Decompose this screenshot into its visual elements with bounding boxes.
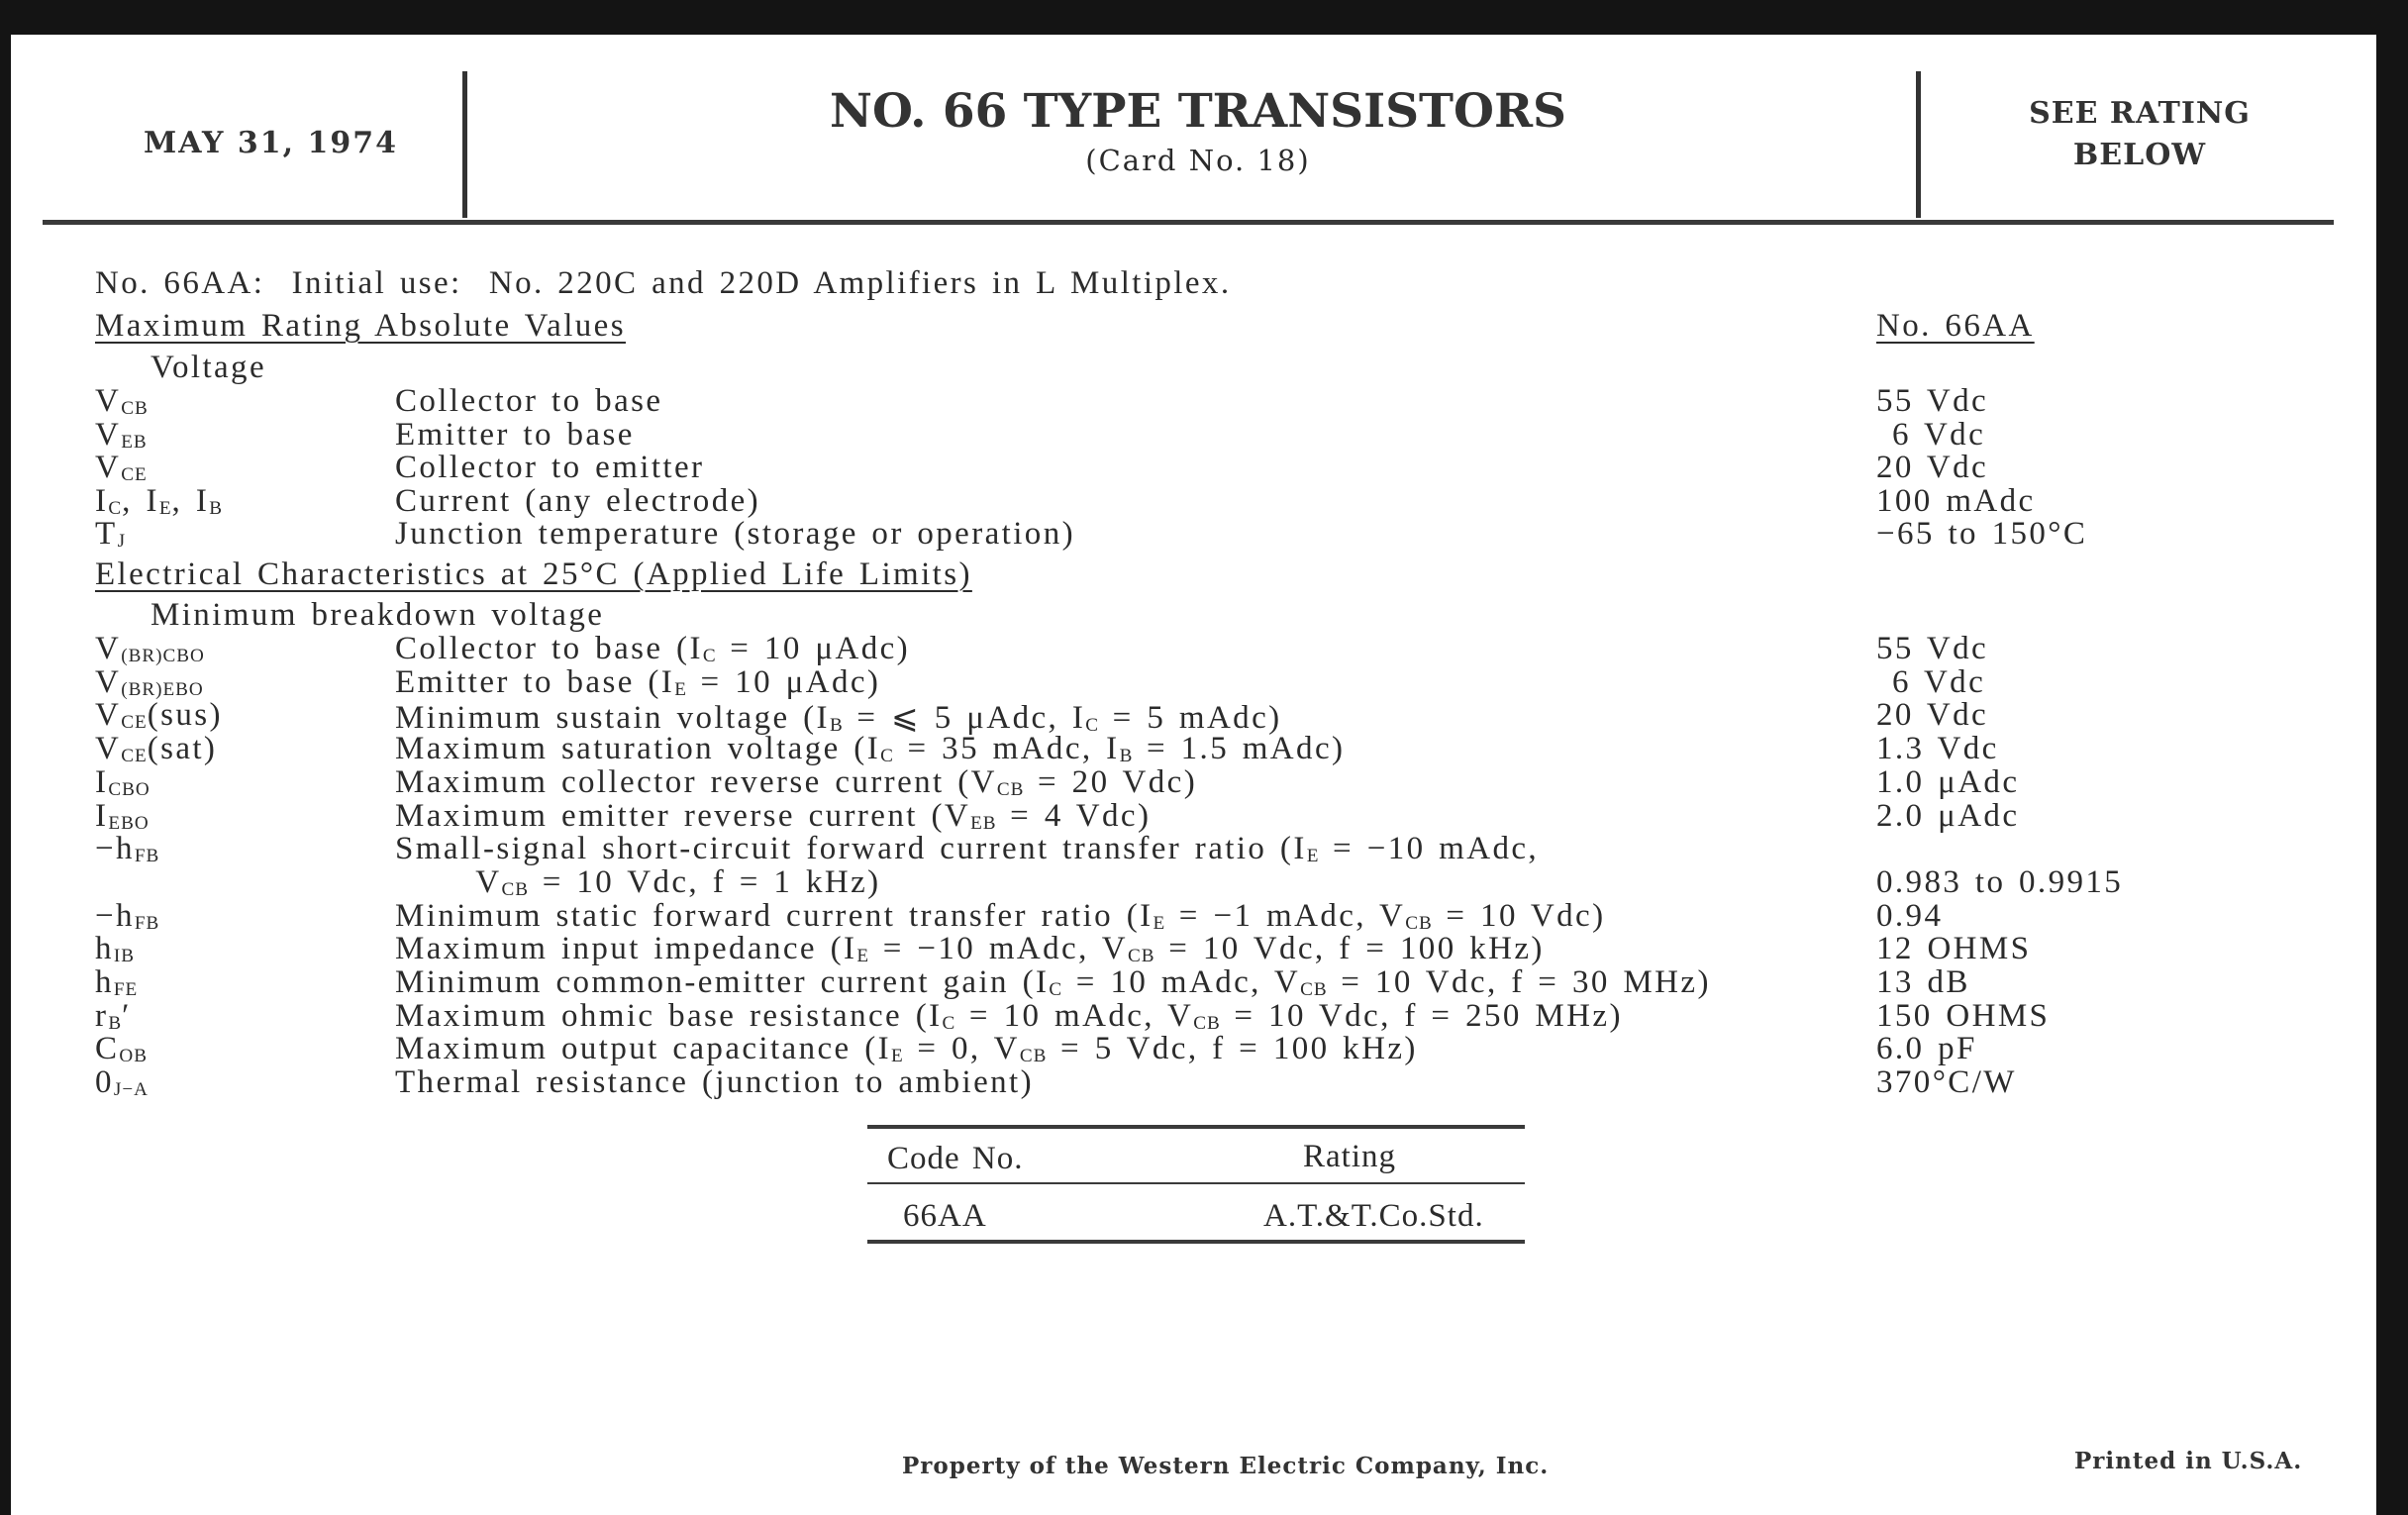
parameter-value: 20 Vdc [1876,450,1989,485]
initial-use-line: No. 66AA: Initial use: No. 220C and 220D Amplifiers in L Multiplex. [95,265,1232,301]
specification-card [11,35,2376,1515]
parameter-description: Maximum input impedance ($I_E = -10$ mAdc, $V_{CB} = 10$ Vdc, f = 100 kHz) [395,931,1545,967]
spec-row [11,664,2376,698]
parameter-description: Small-signal short-circuit forward current transfer ratio ($I_E = -10$ mAdc, [395,831,1540,867]
spec-row [11,417,2376,451]
subscript: CB [996,778,1025,800]
header-rule [43,220,2334,225]
spec-row [11,450,2376,483]
parameter-value: 6 Vdc [1892,663,1986,700]
spec-row [11,864,2376,898]
parameter-description: Current (any electrode) [395,482,761,519]
parameter-symbol: $I_{CBO}$ [95,763,150,800]
spec-row [11,764,2376,798]
subscript: B [108,1012,123,1034]
parameter-value: 1.3 Vdc [1876,731,1999,767]
subscript: CE [121,745,148,766]
spec-row [11,798,2376,832]
electrical-heading: Electrical Characteristics at 25°C (Applied Life Limits) [95,556,972,592]
parameter-symbol: $V_{CE}(sat)$ [95,731,218,767]
parameter-description: Minimum sustain voltage ($I_B$ = ⩽ 5 μAdc, $I_C = 5$ mAdc) [395,700,1282,737]
subscript: (BR)CBO [121,645,205,666]
parameter-description: Minimum static forward current transfer ratio ($I_E = -1$ mAdc, $V_{CB} = 10$ Vdc) [395,897,1606,934]
subscript: CE [121,712,148,734]
subscript: CB [121,397,149,419]
code-table [867,1125,1525,1279]
parameter-symbol: $V_{(BR)CBO}$ [95,631,205,666]
spec-row [11,831,2376,867]
parameter-symbol: $V_{CB}$ [95,383,149,419]
table-bottom-rule [867,1240,1525,1244]
spec-row [11,631,2376,664]
parameter-description: Maximum emitter reverse current ($V_{EB} = 4$ Vdc) [395,797,1152,834]
subscript: EBO [108,812,150,834]
card-date: MAY 31, 1974 [144,126,398,160]
parameter-value: 20 Vdc [1876,697,1989,734]
subscript: IB [113,946,136,967]
subscript: CB [1019,1046,1048,1067]
parameter-symbol: $V_{CE}$ [95,450,148,485]
subscript: E [158,497,172,519]
parameter-value: 100 mAdc [1876,482,2036,519]
header-divider-right [1916,71,1921,218]
table-cell-code: 66AA [903,1198,987,1234]
subscript: C [880,745,894,766]
parameter-symbol: $h_{IB}$ [95,931,136,967]
table-top-rule [867,1125,1525,1129]
parameter-symbol: $V_{CE}(sus)$ [95,697,223,734]
parameter-value: 150 OHMS [1876,997,2051,1034]
subscript: J [117,530,127,552]
parameter-description: Minimum common-emitter current gain ($I_C = 10$ mAdc, $V_{CB} = 10$ Vdc, f = 30 MHz) [395,964,1711,1000]
parameter-description: Emitter to base [395,416,635,453]
subscript: B [829,715,844,737]
subscript: EB [970,812,997,834]
parameter-description: Collector to emitter [395,450,705,485]
subscript: B [1119,745,1134,766]
card-title: NO. 66 TYPE TRANSISTORS [830,84,1566,139]
table-header-rating: Rating [1303,1139,1396,1174]
spec-row [11,483,2376,517]
parameter-symbol: $-h_{FB}$ [95,897,160,934]
parameter-symbol: $h_{FE}$ [95,964,139,1000]
parameter-description: Maximum output capacitance ($I_E = 0$, $V_{CB} = 5$ Vdc, f = 100 kHz) [395,1031,1418,1067]
parameter-symbol: $r_B'$ [95,997,132,1034]
parameter-value: 13 dB [1876,964,1970,1000]
spec-row [11,931,2376,967]
table-header-rule [867,1182,1525,1184]
card-subtitle: (Card No. 18) [1085,144,1311,177]
subscript: CB [1193,1012,1221,1034]
printed-notice: Printed in U.S.A. [2074,1448,2303,1474]
spec-row [11,731,2376,767]
subscript: E [856,946,870,967]
subscript: CB [1128,946,1155,967]
parameter-symbol: $0_{J-A}$ [95,1064,149,1101]
subscript: C [942,1012,956,1034]
parameter-symbol: $T_J$ [95,516,127,552]
parameter-symbol: $C_{OB}$ [95,1031,148,1067]
subscript: OB [119,1046,148,1067]
value-column-heading: No. 66AA [1876,308,2035,344]
subscript: E [1306,846,1320,867]
subscript: C [702,645,717,666]
subscript: CB [1405,912,1433,934]
subscript: C [108,497,123,519]
subscript: FE [113,978,139,1000]
parameter-value: 55 Vdc [1876,383,1989,419]
parameter-description: Maximum collector reverse current ($V_{CB} = 20$ Vdc) [395,763,1198,800]
voltage-subheading: Voltage [150,350,267,385]
parameter-value: 0.94 [1876,897,1944,934]
spec-row [11,697,2376,737]
parameter-symbol: $-h_{FB}$ [95,831,160,867]
subscript: FB [134,846,160,867]
subscript: E [1153,912,1166,934]
parameter-value: −65 to 150°C [1876,516,2088,552]
rating-note-line2: BELOW [2072,138,2207,172]
parameter-symbol: $V_{EB}$ [95,416,148,453]
subscript: CB [1300,978,1328,1000]
parameter-description: Collector to base [395,383,663,419]
spec-row [11,998,2376,1032]
subscript: B [209,497,224,519]
subscript: CE [121,463,148,485]
parameter-description: Junction temperature (storage or operation) [395,516,1075,552]
parameter-description: Emitter to base ($I_E = 10$ μAdc) [395,663,881,700]
parameter-description: Maximum saturation voltage ($I_C = 35$ mAdc, $I_B = 1.5$ mAdc) [395,731,1346,767]
parameter-description: Maximum ohmic base resistance ($I_C = 10$ mAdc, $V_{CB} = 10$ Vdc, f = 250 MHz) [395,997,1623,1034]
parameter-value: 370°C/W [1876,1064,2017,1101]
subscript: CBO [108,778,150,800]
rating-note-line1: SEE RATING [2029,96,2251,131]
parameter-value: 6.0 pF [1876,1031,1977,1067]
spec-row [11,964,2376,998]
parameter-value: 2.0 μAdc [1876,797,2020,834]
parameter-value: 55 Vdc [1876,631,1989,666]
subscript: C [1049,978,1063,1000]
subscript: CB [501,878,530,900]
property-notice: Property of the Western Electric Company, Inc. [902,1453,1550,1479]
subscript: E [891,1046,904,1067]
table-cell-rating: A.T.&T.Co.Std. [1263,1198,1484,1234]
subscript: FB [134,912,160,934]
subscript: EB [121,431,148,453]
subscript: J−A [113,1078,149,1100]
subscript: C [1085,715,1100,737]
parameter-description: Collector to base ($I_C = 10$ μAdc) [395,631,911,666]
spec-row [11,1064,2376,1101]
subscript: (BR)EBO [121,678,204,700]
parameter-value: 6 Vdc [1892,416,1986,453]
table-header-code: Code No. [887,1141,1024,1176]
parameter-value: 12 OHMS [1876,931,2032,967]
breakdown-subheading: Minimum breakdown voltage [150,597,605,633]
parameter-description: $V_{CB} = 10$ Vdc, f = 1 kHz) [395,863,881,900]
parameter-value: 1.0 μAdc [1876,763,2020,800]
subscript: E [674,678,687,700]
max-rating-heading: Maximum Rating Absolute Values [95,308,626,344]
spec-row [11,383,2376,417]
spec-row [11,898,2376,932]
parameter-description: Thermal resistance (junction to ambient) [395,1064,1034,1101]
parameter-symbol: $I_C$, $I_E$, $I_B$ [95,482,224,519]
spec-row [11,1031,2376,1067]
parameter-symbol: $I_{EBO}$ [95,797,150,834]
header-divider-left [462,71,467,218]
spec-row [11,516,2376,550]
parameter-symbol: $V_{(BR)EBO}$ [95,663,204,700]
parameter-value: 0.983 to 0.9915 [1876,863,2124,900]
